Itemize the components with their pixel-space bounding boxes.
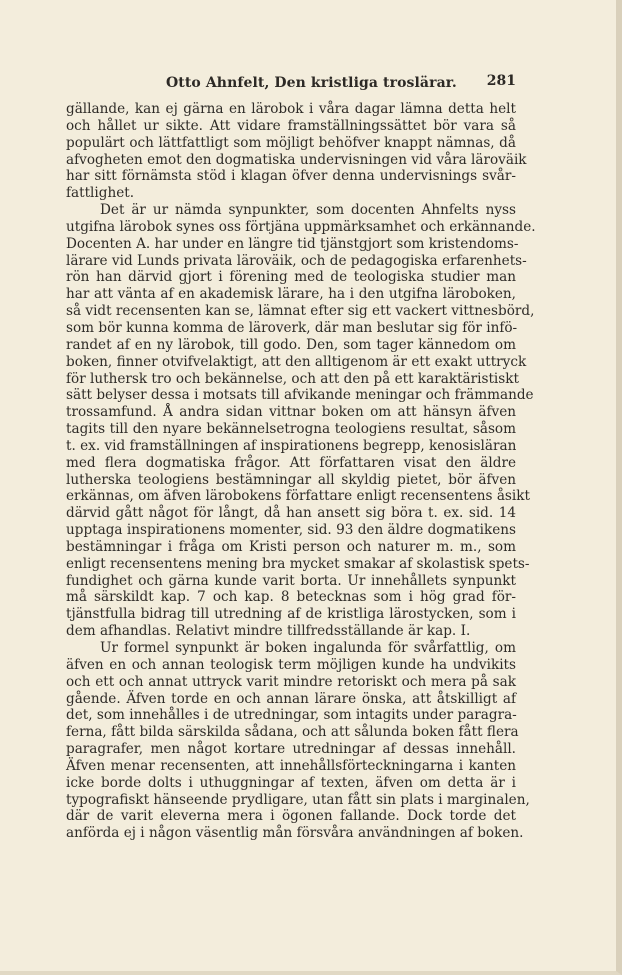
text-line: lärare vid Lunds privata läroväik, och de pedagogiska erfarenhets- [66, 252, 527, 269]
text-line: utgifna lärobok synes oss förtjäna uppmärksamhet och erkännande. [66, 218, 536, 235]
text-line: Äfven menar recensenten, att innehållsförteckningarna i kanten [66, 757, 516, 774]
text-line: det, som innehålles i de utredningar, som intagits under paragra- [66, 707, 517, 724]
text-line: typografiskt hänseende prydligare, utan fått sin plats i marginalen, [66, 791, 530, 808]
text-line: har att vänta af en akademisk lärare, ha i den utgifna läroboken, [66, 286, 516, 303]
text-line: må särskildt kap. 7 och kap. 8 betecknas som i hög grad för- [66, 589, 516, 606]
text-line: ferna, fått bilda särskilda sådana, och att sålunda boken fått flera [66, 724, 519, 741]
running-title: Otto Ahnfelt, Den kristliga troslärar. [166, 75, 457, 91]
text-line: t. ex. vid framställningen af inspirationens begrepp, kenosisläran [66, 437, 517, 454]
body-text [66, 101, 536, 842]
text-line: trossamfund. Å andra sidan vittnar boken om att hänsyn äfven [66, 404, 516, 421]
running-header [66, 71, 516, 97]
text-line: dem afhandlas. Relativt mindre tillfredsställande är kap. I. [66, 623, 471, 640]
text-line: som bör kunna komma de läroverk, där man beslutar sig för infö- [66, 319, 518, 336]
text-line: så vidt recensenten kan se, lämnat efter sig ett vackert vittnesbörd, [66, 303, 535, 320]
text-line: fattlighet. [66, 185, 135, 202]
text-line: bestämningar i fråga om Kristi person och naturer m. m., som [66, 538, 516, 555]
text-line: tjänstfulla bidrag till utredning af de kristliga lärostycken, som i [66, 606, 516, 623]
text-line: för luthersk tro och bekännelse, och att den på ett karaktäristiskt [66, 370, 519, 387]
text-line: enligt recensentens mening bra mycket smakar af skolastisk spets- [66, 555, 530, 572]
text-line: har sitt förnämsta stöd i klagan öfver denna undervisnings svår- [66, 168, 516, 185]
text-line: sätt belyser dessa i motsats till afvikande meningar och främmande [66, 387, 534, 404]
text-line: Ur formel synpunkt är boken ingalunda för svårfattlig, om [100, 640, 516, 656]
text-line: tagits till den nyare bekännelsetrogna teologiens resultat, såsom [66, 421, 516, 438]
text-line: upptaga inspirationens momenter, sid. 93 den äldre dogmatikens [66, 522, 516, 539]
text-line: och hållet ur sikte. Att vidare framställningssättet bör vara så [66, 117, 516, 134]
text-line: där de varit eleverna mera i ögonen fallande. Dock torde det [66, 808, 516, 825]
text-line: med flera dogmatiska frågor. Att författaren visat den äldre [66, 454, 516, 471]
text-line: icke borde dolts i uthuggningar af texten, äfven om detta är i [66, 774, 516, 791]
page-number: 281 [486, 73, 516, 89]
text-line: rön han därvid gjort i förening med de teologiska studier man [66, 269, 516, 286]
text-line: anförda ej i någon väsentlig mån försvåra användningen af boken. [66, 825, 524, 842]
text-line: populärt och lättfattligt som möjligt behöfver knappt nämnas, då [66, 134, 516, 151]
text-line: fundighet och gärna kunde varit borta. Ur innehållets synpunkt [66, 572, 516, 589]
text-line: äfven en och annan teologisk term möjligen kunde ha undvikits [66, 656, 516, 673]
text-line: gällande, kan ej gärna en lärobok i våra dagar lämna detta helt [66, 101, 516, 117]
text-line: och ett och annat uttryck varit mindre retoriskt och mera på sak [66, 673, 516, 690]
text-line: därvid gått något för långt, då han ansett sig böra t. ex. sid. 14 [66, 505, 516, 522]
text-line: gående. Äfven torde en och annan lärare önska, att åtskilligt af [66, 690, 516, 707]
text-line: boken, finner otvifvelaktigt, att den alltigenom är ett exakt uttryck [66, 353, 527, 370]
text-line: randet af en ny lärobok, till godo. Den, som tager kännedom om [66, 336, 516, 353]
text-line: paragrafer, men något kortare utredningar af dessas innehåll. [66, 741, 516, 758]
text-line: Docenten A. har under en längre tid tjänstgjort som kristendoms- [66, 235, 519, 252]
text-line: Det är ur nämda synpunkter, som docenten Ahnfelts nyss [100, 202, 516, 219]
text-line: erkännas, om äfven lärobokens författare enligt recensentens åsikt [66, 488, 530, 505]
text-line: lutherska teologiens bestämningar all skyldig pietet, bör äfven [66, 471, 516, 488]
text-line: afvogheten emot den dogmatiska undervisningen vid våra läroväik [66, 151, 527, 168]
